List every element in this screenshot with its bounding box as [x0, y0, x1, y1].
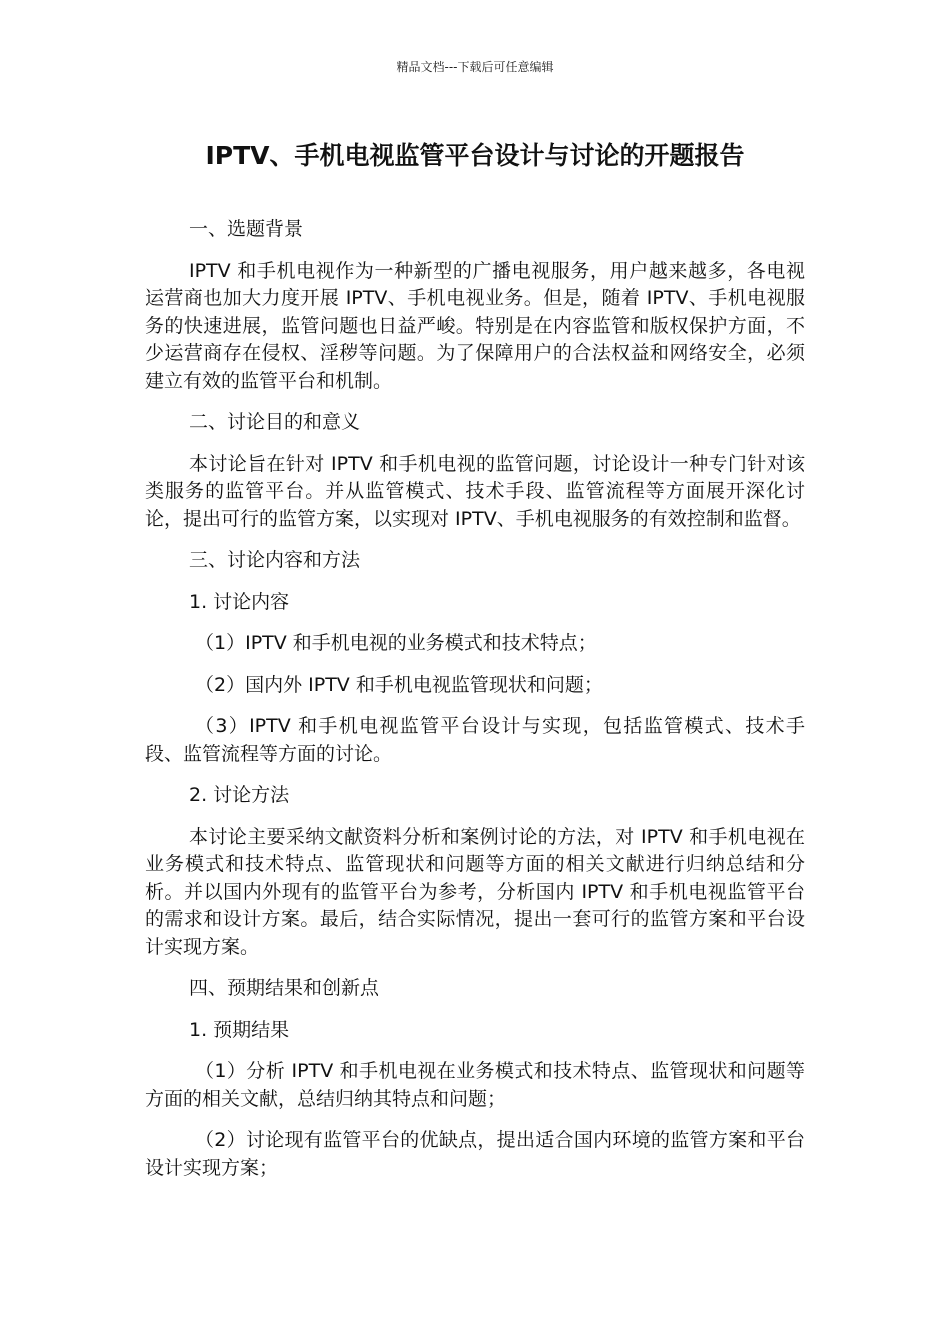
list-item: （3）IPTV 和手机电视监管平台设计与实现，包括监管模式、技术手段、监管流程等方面的讨论。 [145, 715, 805, 765]
paragraph-method: 本讨论主要采纳文献资料分析和案例讨论的方法，对 IPTV 和手机电视在业务模式和技术特点、监管现状和问题等方面的相关文献进行归纳总结和分析。并以国内外现有的监管平台为参考，分析国内 IPTV 和手机电视监管平台的需求和设计方案。最后，结合实际情况，提出一套可行的监管方案和平台设计实现方案。 [145, 825, 805, 958]
subheading-expected-results: 1. 预期结果 [189, 1018, 290, 1041]
list-item: （2）讨论现有监管平台的优缺点，提出适合国内环境的监管方案和平台设计实现方案； [145, 1129, 805, 1179]
page-header: 精品文档---下载后可任意编辑 [396, 60, 554, 74]
section-heading-content-method: 三、讨论内容和方法 [189, 549, 361, 571]
list-item: （1）IPTV 和手机电视的业务模式和技术特点； [195, 632, 597, 654]
paragraph-background: IPTV 和手机电视作为一种新型的广播电视服务，用户越来越多，各电视运营商也加大力度开展 IPTV、手机电视业务。但是，随着 IPTV、手机电视服务的快速进展，监管问题也日益严峻。特别是在内容监管和版权保护方面，不少运营商存在侵权、淫秽等问题。为了保障用户的合法权益和网络安全，必须建立有效的监管平台和机制。 [145, 259, 805, 392]
section-heading-results: 四、预期结果和创新点 [189, 977, 380, 999]
section-heading-background: 一、选题背景 [189, 218, 304, 240]
subheading-method: 2. 讨论方法 [189, 784, 290, 806]
list-item: （2）国内外 IPTV 和手机电视监管现状和问题； [195, 673, 603, 696]
section-heading-purpose: 二、讨论目的和意义 [189, 411, 361, 433]
list-item: （1）分析 IPTV 和手机电视在业务模式和技术特点、监管现状和问题等方面的相关文献，总结归纳其特点和问题； [145, 1060, 805, 1110]
paragraph-purpose: 本讨论旨在针对 IPTV 和手机电视的监管问题，讨论设计一种专门针对该类服务的监管平台。并从监管模式、技术手段、监管流程等方面展开深化讨论，提出可行的监管方案，以实现对 IPTV、手机电视服务的有效控制和监督。 [145, 452, 805, 530]
document-title: IPTV、手机电视监管平台设计与讨论的开题报告 [205, 141, 745, 170]
document-body [145, 216, 805, 1196]
subheading-content: 1. 讨论内容 [189, 590, 290, 613]
